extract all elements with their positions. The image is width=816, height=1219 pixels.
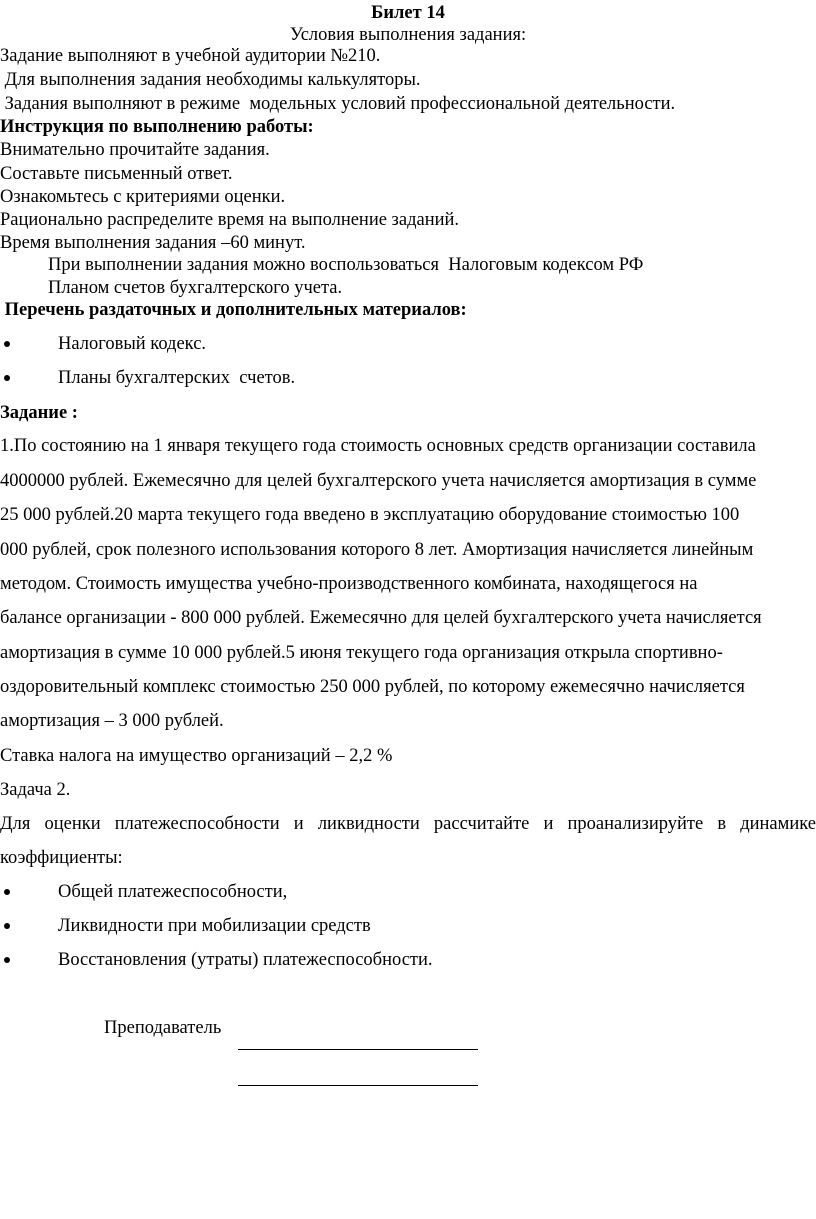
bullet-icon [2,921,12,931]
condition-line: Задание выполняют в учебной аудитории №210. [0,46,381,66]
bullet-icon [2,887,12,897]
instruction-item: Ознакомьтесь с критериями оценки. [0,187,286,207]
materials-item: Планы бухгалтерских счетов. [58,368,296,388]
task-line: 1.По состоянию на 1 января текущего года стоимость основных средств организации составила [0,436,756,456]
tax-rate-line: Ставка налога на имущество организаций – 2,2 % [0,746,393,766]
condition-line: Задания выполняют в режиме модельных условий профессиональной деятельности. [0,94,676,114]
instructions-heading: Инструкция по выполнению работы: [0,117,314,137]
task-line: амортизация – 3 000 рублей. [0,711,224,731]
task2-description-cont: коэффициенты: [0,848,123,868]
teacher-label: Преподаватель [104,1018,222,1038]
condition-line: Для выполнения задания необходимы калькуляторы. [0,70,421,90]
task2-item: Общей платежеспособности, [58,882,288,902]
ticket-title: Билет 14 [371,3,445,23]
task-line: балансе организации - 800 000 рублей. Ежемесячно для целей бухгалтерского учета начисляется [0,608,762,628]
task-line: 4000000 рублей. Ежемесячно для целей бухгалтерского учета начисляется амортизация в сумме [0,471,757,491]
task-heading: Задание : [0,403,78,423]
task2-heading: Задача 2. [0,780,71,800]
task-line: амортизация в сумме 10 000 рублей.5 июня текущего года организация открыла спортивно- [0,643,723,663]
task2-description: Для оценки платежеспособности и ликвидности рассчитайте и проанализируйте в динамике [0,814,816,834]
name-line [238,1085,478,1086]
task-line: методом. Стоимость имущества учебно-производственного комбината, находящегося на [0,574,698,594]
signature-line [238,1049,478,1050]
task2-item: Восстановления (утраты) платежеспособности. [58,950,433,970]
instruction-indented: При выполнении задания можно воспользоваться Налоговым кодексом РФ [48,255,644,275]
instruction-item: Составьте письменный ответ. [0,164,233,184]
task-line: 25 000 рублей.20 марта текущего года введено в эксплуатацию оборудование стоимостью 100 [0,505,740,525]
bullet-icon [2,339,12,349]
task-line: оздоровительный комплекс стоимостью 250 000 рублей, по которому ежемесячно начисляется [0,677,745,697]
instruction-item: Внимательно прочитайте задания. [0,140,270,160]
instruction-indented: Планом счетов бухгалтерского учета. [48,278,343,298]
task-line: 000 рублей, срок полезного использования которого 8 лет. Амортизация начисляется линейным [0,540,754,560]
materials-item: Налоговый кодекс. [58,334,207,354]
materials-heading: Перечень раздаточных и дополнительных материалов: [0,300,467,320]
instruction-item: Рационально распределите время на выполнение заданий. [0,210,460,230]
instruction-item: Время выполнения задания –60 минут. [0,233,306,253]
bullet-icon [2,955,12,965]
bullet-icon [2,373,12,383]
task2-item: Ликвидности при мобилизации средств [58,916,371,936]
conditions-subtitle: Условия выполнения задания: [289,25,527,45]
